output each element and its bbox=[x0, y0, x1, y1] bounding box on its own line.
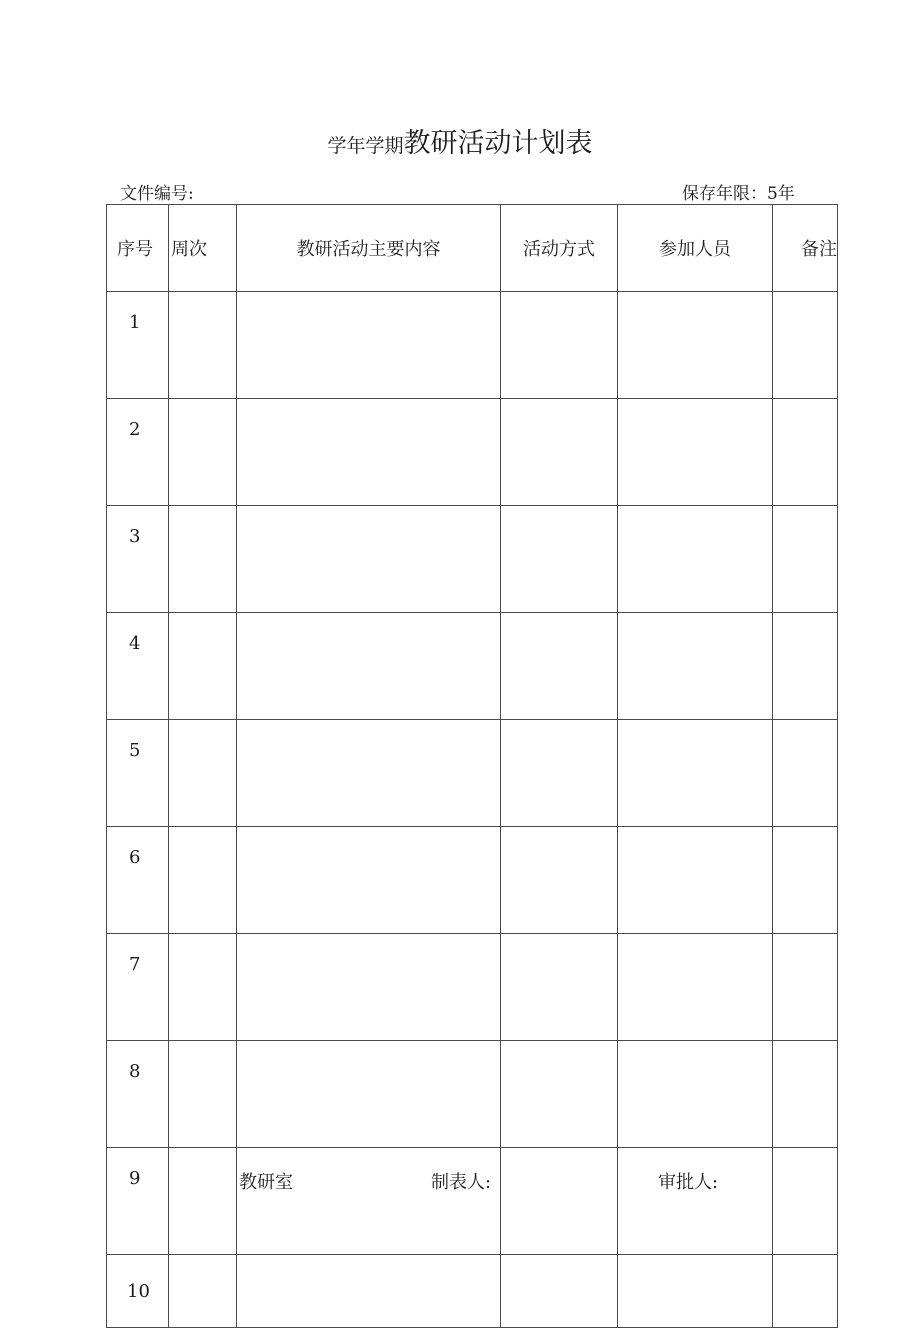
cell-content[interactable] bbox=[237, 399, 501, 506]
cell-content[interactable] bbox=[237, 613, 501, 720]
row-seq: 9 bbox=[107, 1148, 169, 1255]
cell-content[interactable] bbox=[237, 292, 501, 399]
cell-week[interactable] bbox=[169, 827, 237, 934]
table-row bbox=[107, 399, 838, 506]
row-seq: 10 bbox=[107, 1255, 169, 1328]
cell-method[interactable] bbox=[501, 934, 618, 1041]
cell-note[interactable] bbox=[773, 827, 838, 934]
cell-week[interactable] bbox=[169, 506, 237, 613]
cell-method[interactable] bbox=[501, 1148, 618, 1255]
footer-approved-by: 审批人: bbox=[658, 1172, 719, 1193]
cell-note[interactable] bbox=[773, 1041, 838, 1148]
cell-method[interactable] bbox=[501, 1041, 618, 1148]
title-prefix: 学年学期 bbox=[327, 135, 404, 157]
retention-period-label: 保存年限：5年 bbox=[682, 184, 795, 204]
row-seq: 2 bbox=[107, 399, 169, 506]
cell-week[interactable] bbox=[169, 1255, 237, 1328]
cell-participants[interactable] bbox=[618, 613, 773, 720]
cell-content[interactable] bbox=[237, 934, 501, 1041]
table-row bbox=[107, 506, 838, 613]
table-row bbox=[107, 827, 838, 934]
row-seq: 7 bbox=[107, 934, 169, 1041]
cell-content[interactable] bbox=[237, 827, 501, 934]
row-seq: 3 bbox=[107, 506, 169, 613]
cell-participants[interactable] bbox=[618, 934, 773, 1041]
footer-office: 教研室 bbox=[239, 1172, 293, 1193]
cell-content[interactable] bbox=[237, 1041, 501, 1148]
cell-note[interactable] bbox=[773, 399, 838, 506]
cell-note[interactable] bbox=[773, 720, 838, 827]
cell-week[interactable] bbox=[169, 1041, 237, 1148]
row-seq: 6 bbox=[107, 827, 169, 934]
row-seq: 4 bbox=[107, 613, 169, 720]
cell-week[interactable] bbox=[169, 1148, 237, 1255]
cell-week[interactable] bbox=[169, 613, 237, 720]
cell-participants[interactable] bbox=[618, 1148, 773, 1255]
cell-note[interactable] bbox=[773, 506, 838, 613]
table-row bbox=[107, 613, 838, 720]
cell-method[interactable] bbox=[501, 399, 618, 506]
cell-method[interactable] bbox=[501, 827, 618, 934]
cell-participants[interactable] bbox=[618, 399, 773, 506]
cell-note[interactable] bbox=[773, 1148, 838, 1255]
table-row bbox=[107, 934, 838, 1041]
cell-note[interactable] bbox=[773, 1255, 838, 1328]
cell-participants[interactable] bbox=[618, 506, 773, 613]
cell-method[interactable] bbox=[501, 720, 618, 827]
cell-week[interactable] bbox=[169, 292, 237, 399]
table-row bbox=[107, 1255, 838, 1328]
cell-note[interactable] bbox=[773, 934, 838, 1041]
cell-method[interactable] bbox=[501, 506, 618, 613]
cell-method[interactable] bbox=[501, 1255, 618, 1328]
cell-content[interactable] bbox=[237, 1148, 501, 1255]
header-note: 备注 bbox=[773, 205, 838, 292]
cell-participants[interactable] bbox=[618, 720, 773, 827]
header-method: 活动方式 bbox=[501, 205, 618, 292]
table-row bbox=[107, 1148, 838, 1255]
cell-participants[interactable] bbox=[618, 1041, 773, 1148]
footer-prepared-by: 制表人: bbox=[431, 1172, 492, 1193]
header-content: 教研活动主要内容 bbox=[237, 205, 501, 292]
cell-note[interactable] bbox=[773, 292, 838, 399]
table-row bbox=[107, 1041, 838, 1148]
cell-participants[interactable] bbox=[618, 292, 773, 399]
cell-week[interactable] bbox=[169, 934, 237, 1041]
page-title bbox=[0, 124, 920, 167]
cell-participants[interactable] bbox=[618, 1255, 773, 1328]
row-seq: 8 bbox=[107, 1041, 169, 1148]
cell-method[interactable] bbox=[501, 613, 618, 720]
cell-week[interactable] bbox=[169, 720, 237, 827]
cell-content[interactable] bbox=[237, 720, 501, 827]
title-main: 教研活动计划表 bbox=[403, 128, 593, 159]
row-seq: 5 bbox=[107, 720, 169, 827]
header-participants: 参加人员 bbox=[618, 205, 773, 292]
cell-content[interactable] bbox=[237, 506, 501, 613]
file-number-label: 文件编号: bbox=[120, 184, 194, 204]
cell-week[interactable] bbox=[169, 399, 237, 506]
cell-participants[interactable] bbox=[618, 827, 773, 934]
header-week: 周次 bbox=[169, 205, 237, 292]
table-row bbox=[107, 720, 838, 827]
row-seq: 1 bbox=[107, 292, 169, 399]
cell-note[interactable] bbox=[773, 613, 838, 720]
table-header-row bbox=[107, 205, 838, 292]
cell-method[interactable] bbox=[501, 292, 618, 399]
header-seq: 序号 bbox=[107, 205, 169, 292]
table-row bbox=[107, 292, 838, 399]
cell-content[interactable] bbox=[237, 1255, 501, 1328]
activity-plan-table bbox=[106, 204, 838, 1328]
